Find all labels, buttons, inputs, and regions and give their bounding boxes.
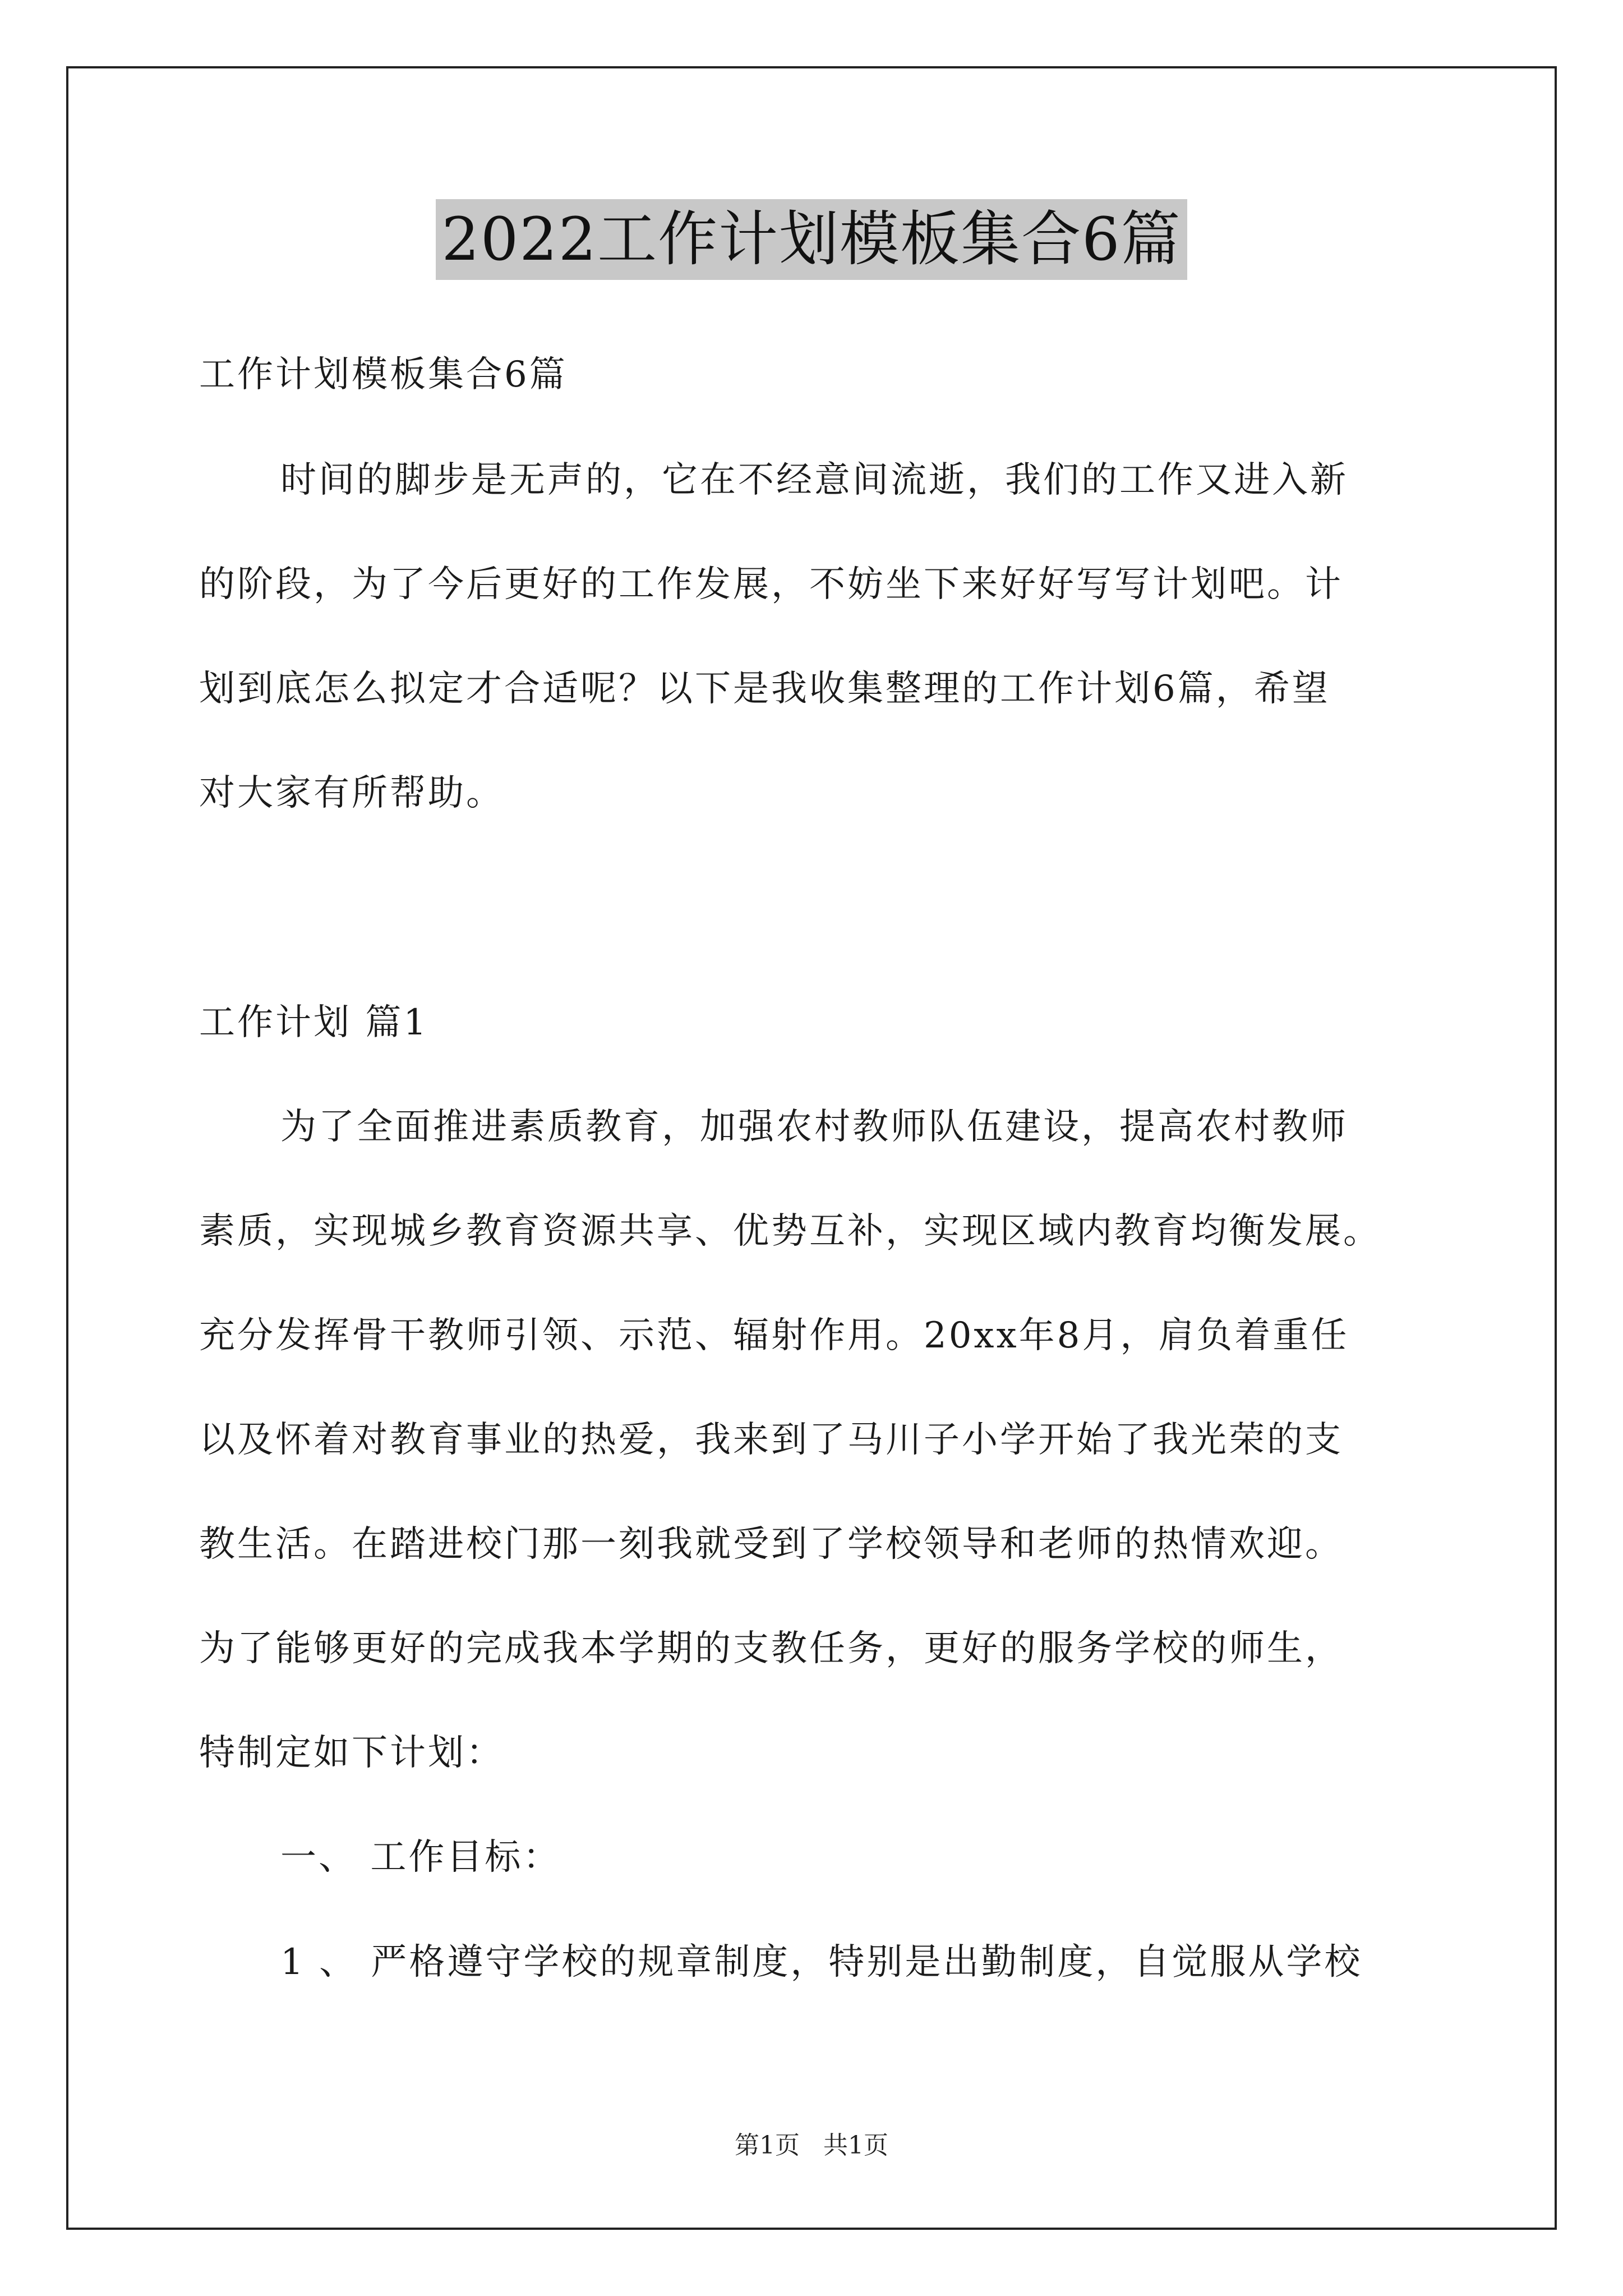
intro-line: 划到底怎么拟定才合适呢？以下是我收集整理的工作计划6篇，希望	[199, 668, 1330, 710]
title-container	[0, 199, 1623, 280]
section-line: 以及怀着对教育事业的热爱，我来到了马川子小学开始了我光荣的支	[199, 1419, 1343, 1461]
section-line: 特制定如下计划：	[199, 1732, 504, 1774]
document-subtitle: 工作计划模板集合6篇	[199, 354, 568, 395]
intro-line: 的阶段，为了今后更好的工作发展，不妨坐下来好好写写计划吧。计	[199, 564, 1343, 605]
intro-line: 对大家有所帮助。	[199, 772, 504, 814]
section-line: 教生活。在踏进校门那一刻我就受到了学校领导和老师的热情欢迎。	[199, 1524, 1343, 1565]
page-number-current: 第1页	[735, 2131, 800, 2160]
page-footer	[0, 2130, 1623, 2161]
goal-heading: 一、 工作目标：	[280, 1837, 561, 1878]
section-heading: 工作计划 篇1	[199, 1002, 429, 1043]
document-title: 2022工作计划模板集合6篇	[436, 199, 1187, 280]
page-number-total: 共1页	[823, 2131, 888, 2160]
section-line: 素质，实现城乡教育资源共享、优势互补，实现区域内教育均衡发展。	[199, 1211, 1381, 1252]
intro-line: 时间的脚步是无声的，它在不经意间流逝，我们的工作又进入新	[280, 459, 1348, 501]
section-line: 充分发挥骨干教师引领、示范、辐射作用。20xx年8月，肩负着重任	[199, 1315, 1349, 1356]
section-line: 为了能够更好的完成我本学期的支教任务，更好的服务学校的师生，	[199, 1628, 1343, 1669]
goal-item: 1 、 严格遵守学校的规章制度，特别是出勤制度，自觉服从学校	[280, 1941, 1363, 1983]
section-line: 为了全面推进素质教育，加强农村教师队伍建设，提高农村教师	[280, 1106, 1348, 1148]
